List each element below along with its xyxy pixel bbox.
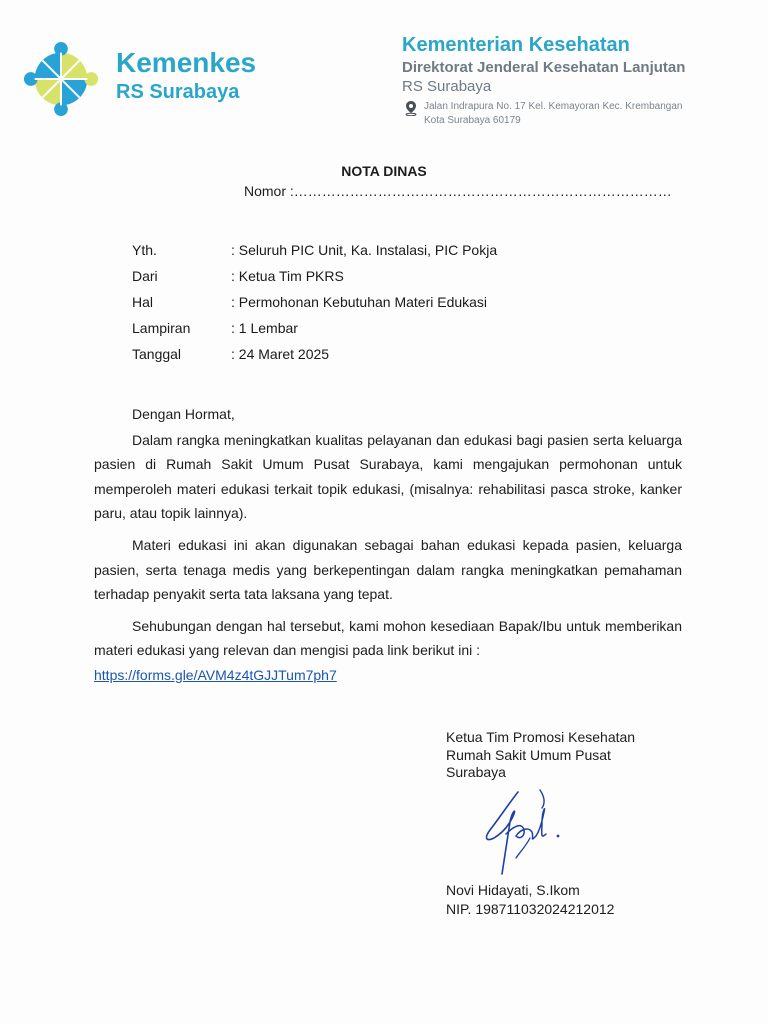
directorate-name: Direktorat Jenderal Kesehatan Lanjutan bbox=[402, 59, 686, 76]
greeting: Dengan Hormat, bbox=[132, 406, 235, 422]
organization-block bbox=[402, 34, 742, 128]
hospital-unit: RS Surabaya bbox=[402, 78, 492, 95]
form-link[interactable]: https://forms.gle/AVM4z4tGJJTum7ph7 bbox=[94, 666, 337, 683]
field-row-attachment bbox=[132, 318, 652, 344]
field-label: Tanggal bbox=[132, 346, 182, 362]
signer-block bbox=[446, 881, 614, 919]
field-label: Dari bbox=[132, 268, 158, 284]
address-line-2: Kota Surabaya 60179 bbox=[424, 115, 521, 126]
address-line-1: Jalan Indrapura No. 17 Kel. Kemayoran Kec. Krembangan bbox=[424, 101, 683, 112]
ministry-title: Kementerian Kesehatan bbox=[402, 34, 630, 56]
field-label: Yth. bbox=[132, 242, 157, 258]
position-line-3: Surabaya bbox=[446, 764, 506, 780]
brand-name: Kemenkes bbox=[116, 47, 257, 78]
kemenkes-logo-icon bbox=[22, 40, 100, 118]
memo-number: Nomor :……………………………………………………………………… bbox=[244, 183, 672, 199]
memo-title: NOTA DINAS bbox=[341, 163, 427, 179]
field-label: Lampiran bbox=[132, 320, 191, 336]
field-value: : Ketua Tim PKRS bbox=[231, 268, 344, 284]
field-row-subject bbox=[132, 292, 652, 318]
field-value: : 1 Lembar bbox=[231, 320, 298, 336]
position-line-2: Rumah Sakit Umum Pusat bbox=[446, 746, 611, 763]
signature-position bbox=[446, 729, 706, 782]
field-value: : Permohonan Kebutuhan Materi Edukasi bbox=[231, 294, 488, 310]
field-row-recipient bbox=[132, 240, 652, 266]
brand-subtitle: RS Surabaya bbox=[116, 81, 240, 103]
field-row-sender bbox=[132, 266, 652, 292]
paragraph-1: Dalam rangka meningkatkan kualitas pelayanan dan edukasi bagi pasien serta keluarga pasien di Rumah Sakit Umum Pusat Surabaya, kami mengajukan permohonan untuk memperoleh materi edukasi terkait topik edukasi, (misalnya: rehabilitasi pasca stroke, kanker paru, atau topik lainnya). bbox=[94, 431, 682, 522]
field-label: Hal bbox=[132, 294, 154, 310]
paragraph-3: Sehubungan dengan hal tersebut, kami mohon kesediaan Bapak/Ibu untuk memberikan materi edukasi yang relevan dan mengisi pada link berikut ini : bbox=[94, 617, 682, 659]
field-value: : Seluruh PIC Unit, Ka. Instalasi, PIC Pokja bbox=[231, 242, 498, 258]
paragraph-2: Materi edukasi ini akan digunakan sebagai bahan edukasi kepada pasien, keluarga pasien, serta tenaga medis yang berkepentingan dalam rangka meningkatkan pemahaman terhadap penyakit serta tata laksana yang tepat. bbox=[94, 536, 682, 603]
memo-fields bbox=[132, 240, 652, 370]
signer-name: Novi Hidayati, S.Ikom bbox=[446, 882, 580, 898]
field-value: : 24 Maret 2025 bbox=[231, 346, 330, 362]
location-pin-icon bbox=[404, 100, 418, 116]
signer-nip: NIP. 198711032024212012 bbox=[446, 901, 615, 917]
position-line-1: Ketua Tim Promosi Kesehatan bbox=[446, 729, 636, 745]
handwritten-signature-icon bbox=[470, 782, 580, 882]
field-row-date bbox=[132, 344, 652, 370]
memo-body bbox=[94, 402, 682, 688]
address bbox=[402, 100, 742, 128]
